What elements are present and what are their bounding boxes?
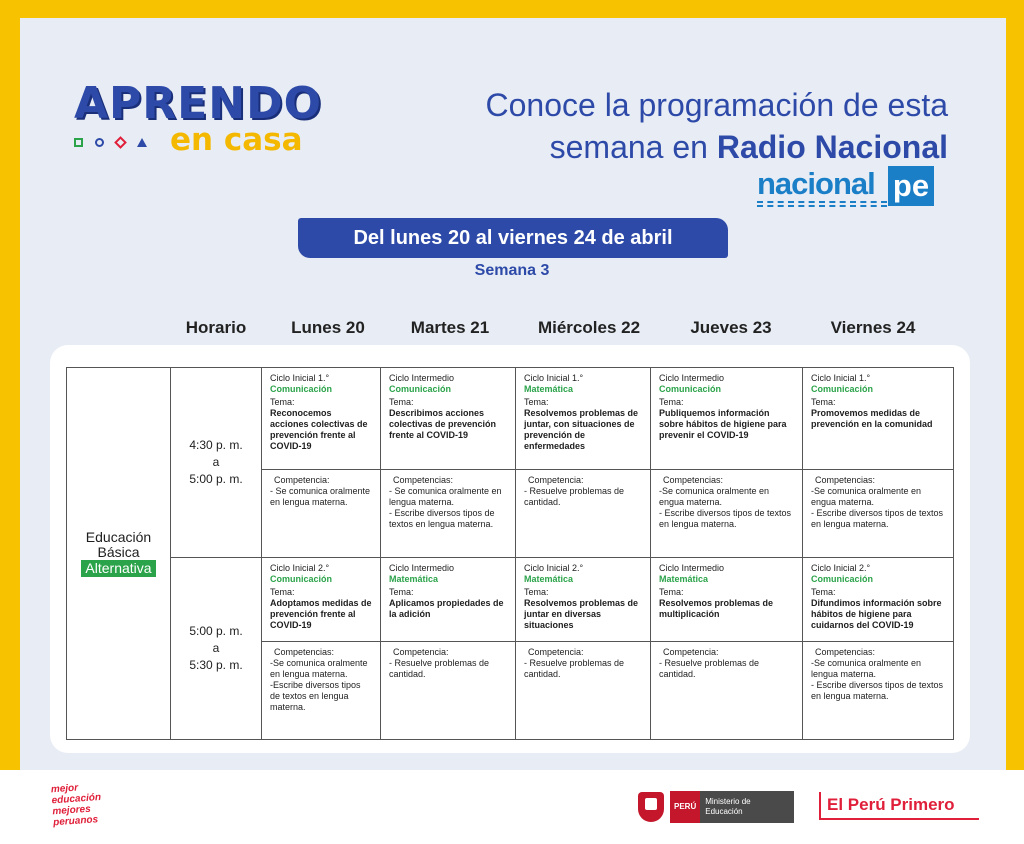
- session-area: Comunicación: [659, 384, 722, 394]
- logo-shapes: [74, 138, 147, 147]
- session-competencia-item: - Resuelve problemas de cantidad.: [524, 658, 625, 679]
- diamond-icon: [114, 136, 127, 149]
- session-competencia-item: - Resuelve problemas de cantidad.: [524, 486, 625, 507]
- session-tema-label: Tema:: [389, 587, 414, 597]
- session-competencia-item: -Se comunica oralmente en engua materna.: [811, 486, 922, 507]
- el-peru-primero-logo: El Perú Primero: [819, 792, 979, 820]
- session-area: Matemática: [524, 384, 574, 394]
- week-label: Semana 3: [474, 262, 550, 279]
- date-banner: Del lunes 20 al viernes 24 de abril: [298, 218, 728, 258]
- header-viernes: Viernes 24: [830, 318, 916, 337]
- session-info-cell: [381, 558, 516, 642]
- header-lunes: Lunes 20: [291, 318, 365, 337]
- session-cycle: Ciclo Intermedio: [389, 563, 455, 573]
- session-competencia-item: - Escribe diversos tipos de textos en lengua materna.: [811, 508, 944, 529]
- session-area: Comunicación: [270, 384, 333, 394]
- peru-shield-icon: [638, 792, 664, 822]
- peru-label: PERÚ: [670, 791, 700, 823]
- session-competencia-label: Competencias:: [815, 475, 876, 485]
- time-start: 5:00 p. m.: [189, 624, 243, 638]
- session-info-cell: [651, 558, 803, 642]
- time-separator: a: [212, 455, 220, 469]
- session-cycle: Ciclo Intermedio: [659, 563, 725, 573]
- nacional-logo-text: nacional: [757, 166, 875, 201]
- session-tema: Promovemos medidas de prevención en la comunidad: [811, 408, 933, 429]
- header-horario: Horario: [185, 318, 247, 337]
- session-cycle: Ciclo Inicial 1.°: [524, 373, 584, 383]
- session-competencia-cell: [651, 642, 803, 740]
- session-competencia-item: -Se comunica oralmente en lengua materna.: [270, 658, 368, 679]
- session-competencia-item: - Se comunica oralmente en lengua materna.: [389, 486, 502, 507]
- session-competencia-cell: [381, 470, 516, 558]
- headline: [486, 84, 949, 168]
- session-competencia-cell: [516, 470, 651, 558]
- session-competencia-label: Competencia:: [274, 475, 330, 485]
- time-end: 5:30 p. m.: [189, 658, 243, 672]
- headline-line2: [486, 126, 949, 168]
- session-competencia-label: Competencia:: [663, 647, 719, 657]
- session-cycle: Ciclo Inicial 2.°: [811, 563, 871, 573]
- session-competencia-cell: [516, 642, 651, 740]
- session-competencia-label: Competencias:: [274, 647, 335, 657]
- logo-en-casa-text: en casa: [170, 122, 303, 158]
- session-cycle: Ciclo Inicial 2.°: [524, 563, 584, 573]
- ministerio-label: Ministerio de Educación: [700, 791, 794, 823]
- session-cycle: Ciclo Inicial 1.°: [270, 373, 330, 383]
- session-tema-label: Tema:: [524, 397, 549, 407]
- session-tema: Resolvemos problemas de juntar, con situaciones de prevención de enfermedades: [524, 408, 639, 451]
- session-competencia-cell: [262, 470, 381, 558]
- nacional-pe-logo: [757, 166, 933, 210]
- session-competencia-label: Competencia:: [393, 647, 449, 657]
- triangle-icon: [137, 138, 147, 147]
- session-competencia-label: Competencias:: [663, 475, 724, 485]
- session-tema-label: Tema:: [811, 397, 836, 407]
- session-info-cell: [516, 368, 651, 470]
- time-separator: a: [212, 641, 220, 655]
- session-tema-label: Tema:: [659, 587, 684, 597]
- session-competencia-item: -Se comunica oralmente en engua materna.: [659, 486, 770, 507]
- session-tema-label: Tema:: [270, 397, 295, 407]
- session-tema-label: Tema:: [811, 587, 836, 597]
- level-cell: [67, 368, 171, 740]
- schedule-table: [66, 367, 954, 740]
- session-competencia-cell: [651, 470, 803, 558]
- session-competencia-item: - Resuelve problemas de cantidad.: [389, 658, 490, 679]
- header-martes: Martes 21: [410, 318, 490, 337]
- session-area: Comunicación: [270, 574, 333, 584]
- header-miercoles: Miércoles 22: [537, 318, 641, 337]
- session-competencia-item: - Escribe diversos tipos de textos en lengua materna.: [389, 508, 495, 529]
- session-competencia-item: - Escribe diversos tipos de textos en lengua materna.: [811, 680, 944, 701]
- logo-aprendo-text: APRENDO: [74, 78, 322, 129]
- session-tema: Reconocemos acciones colectivas de prevención frente al COVID-19: [270, 408, 368, 451]
- session-cycle: Ciclo Inicial 2.°: [270, 563, 330, 573]
- session-tema-label: Tema:: [270, 587, 295, 597]
- time-end: 5:00 p. m.: [189, 472, 243, 486]
- session-tema: Publiquemos información sobre hábitos de higiene para prevenir el COVID-19: [659, 408, 787, 440]
- headline-line2-pre: semana en: [549, 129, 717, 165]
- session-info-cell: [803, 558, 954, 642]
- session-tema-label: Tema:: [524, 587, 549, 597]
- session-cycle: Ciclo Inicial 1.°: [811, 373, 871, 383]
- session-tema-label: Tema:: [389, 397, 414, 407]
- session-area: Comunicación: [389, 384, 452, 394]
- session-cycle: Ciclo Intermedio: [389, 373, 455, 383]
- table-row: [67, 558, 954, 642]
- session-tema: Difundimos información sobre hábitos de higiene para cuidarnos del COVID-19: [811, 598, 942, 630]
- session-info-cell: [381, 368, 516, 470]
- session-info-cell: [516, 558, 651, 642]
- session-info-cell: [262, 368, 381, 470]
- session-competencia-cell: [803, 470, 954, 558]
- session-competencia-label: Competencia:: [528, 647, 584, 657]
- header-jueves: Jueves 23: [690, 318, 772, 337]
- session-area: Matemática: [659, 574, 709, 584]
- time-cell: [171, 368, 262, 558]
- session-competencia-label: Competencias:: [393, 475, 454, 485]
- minedu-logo: [638, 790, 798, 824]
- session-competencia-item: - Se comunica oralmente en lengua materna.: [270, 486, 371, 507]
- session-competencia-label: Competencias:: [815, 647, 876, 657]
- session-competencia-cell: [803, 642, 954, 740]
- session-info-cell: [262, 558, 381, 642]
- session-competencia-item: -Escribe diversos tipos de textos en lengua materna.: [270, 680, 361, 712]
- session-info-cell: [803, 368, 954, 470]
- session-area: Comunicación: [811, 384, 874, 394]
- session-competencia-cell: [262, 642, 381, 740]
- time-cell: [171, 558, 262, 740]
- session-tema: Describimos acciones colectivas de prevención frente al COVID-19: [389, 408, 497, 440]
- nacional-logo-stripes: [757, 201, 887, 207]
- mejor-educacion-logo: mejor educación mejores peruanos: [50, 782, 102, 829]
- session-tema: Aplicamos propiedades de la adición: [389, 598, 504, 619]
- session-area: Matemática: [389, 574, 439, 584]
- time-start: 4:30 p. m.: [189, 438, 243, 452]
- level-line2: Básica: [97, 544, 140, 560]
- table-row: [67, 368, 954, 470]
- session-tema-label: Tema:: [659, 397, 684, 407]
- level-badge: Alternativa: [81, 560, 155, 577]
- session-info-cell: [651, 368, 803, 470]
- session-tema: Adoptamos medidas de prevención frente al COVID-19: [270, 598, 372, 630]
- session-area: Comunicación: [811, 574, 874, 584]
- session-area: Matemática: [524, 574, 574, 584]
- aprendo-en-casa-logo: [52, 66, 322, 166]
- headline-radio-nacional: Radio Nacional: [716, 129, 948, 165]
- session-competencia-item: - Escribe diversos tipos de textos en lengua materna.: [659, 508, 792, 529]
- session-tema: Resolvemos problemas de multiplicación: [659, 598, 774, 619]
- column-headers: [0, 318, 1024, 338]
- session-competencia-label: Competencia:: [528, 475, 584, 485]
- nacional-logo-pe: pe: [888, 166, 934, 206]
- session-cycle: Ciclo Intermedio: [659, 373, 725, 383]
- session-competencia-cell: [381, 642, 516, 740]
- session-tema: Resolvemos problemas de juntar en diversas situaciones: [524, 598, 639, 630]
- level-line1: Educación: [85, 529, 152, 545]
- session-competencia-item: - Resuelve problemas de cantidad.: [659, 658, 760, 679]
- circle-icon: [95, 138, 104, 147]
- session-competencia-item: -Se comunica oralmente en lengua materna.: [811, 658, 922, 679]
- square-icon: [74, 138, 83, 147]
- headline-line1: Conoce la programación de esta: [485, 87, 948, 123]
